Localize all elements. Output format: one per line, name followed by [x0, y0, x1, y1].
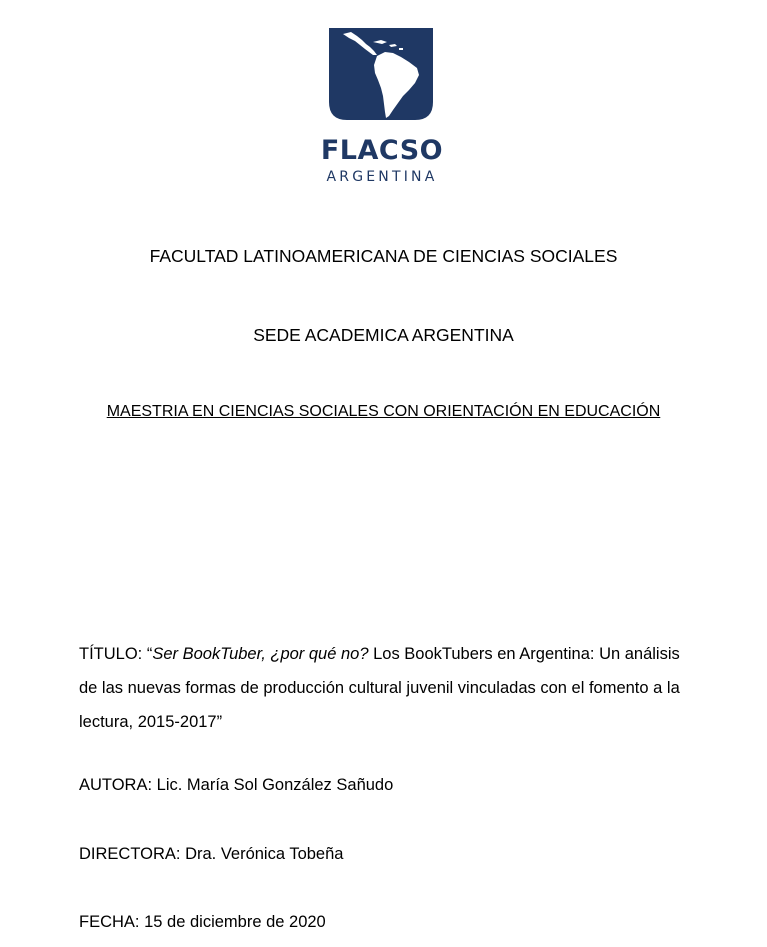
program-heading-text: MAESTRIA EN CIENCIAS SOCIALES CON ORIENTACIÓN EN EDUCACIÓN — [106, 403, 661, 420]
author-label: AUTORA: — [79, 776, 153, 794]
date-label: FECHA: — [79, 913, 140, 931]
program-heading — [0, 401, 767, 423]
director-line — [79, 843, 343, 865]
flacso-logo — [329, 28, 433, 120]
director-name: Dra. Verónica Tobeña — [185, 845, 344, 863]
title-rest: Los BookTubers en Argentina: Un análisis de las nuevas formas de producción cultural juvenil vinculadas con el fomento a la lectura, 2015-2017” — [79, 645, 680, 731]
brand-subtitle: ARGENTINA — [326, 169, 438, 185]
author-name: Lic. María Sol González Sañudo — [156, 776, 394, 794]
thesis-title — [79, 637, 699, 739]
date-value: 15 de diciembre de 2020 — [144, 913, 326, 931]
author-line — [79, 774, 393, 796]
director-label: DIRECTORA: — [79, 845, 181, 863]
date-line — [79, 911, 326, 933]
latin-america-map-icon — [329, 28, 433, 120]
title-label: TÍTULO: — [79, 645, 143, 663]
brand-name: FLACSO — [320, 135, 444, 166]
seat-heading: SEDE ACADEMICA ARGENTINA — [253, 325, 514, 345]
title-italic: Ser BookTuber, ¿por qué no? — [152, 645, 369, 663]
faculty-heading: FACULTAD LATINOAMERICANA DE CIENCIAS SOCIALES — [149, 246, 618, 266]
title-quote-open: “ — [142, 645, 153, 663]
